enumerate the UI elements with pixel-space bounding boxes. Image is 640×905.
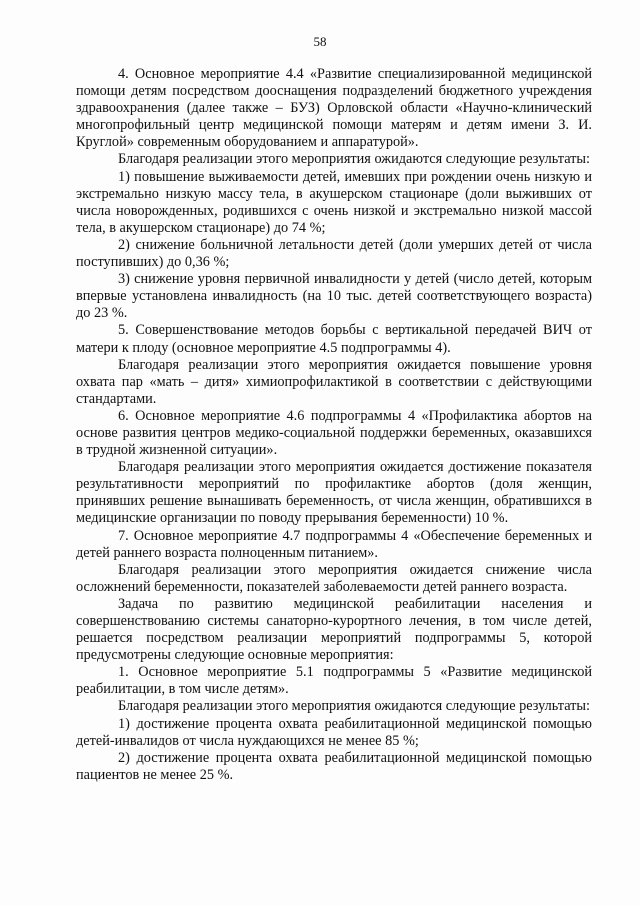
page-number: 58	[313, 34, 327, 49]
paragraph: Задача по развитию медицинской реабилитации населения и совершенствованию системы санаторно-курортного лечения, в том числе детей, решается посредством реализации мероприятий подпрограммы 5, которой предусмотрены следующие основные мероприятия:	[76, 595, 592, 664]
paragraph: 1) повышение выживаемости детей, имевших при рождении очень низкую и экстремально низкую массу тела, в акушерском стационаре (доли выживших от числа новорожденных, родившихся с очень низкой и экстремально низкой массой тела, в акушерском стационаре) до 74 %;	[76, 168, 592, 236]
paragraph: 6. Основное мероприятие 4.6 подпрограммы 4 «Профилактика абортов на основе развития центров медико-социальной поддержки беременных, оказавшихся в трудной жизненной ситуации».	[76, 407, 592, 459]
paragraph: 1) достижение процента охвата реабилитационной медицинской помощью детей-инвалидов от числа нуждающихся не менее 85 %;	[76, 715, 592, 749]
paragraph: 2) снижение больничной летальности детей (доли умерших детей от числа поступивших) до 0,36 %;	[76, 236, 592, 271]
document-body	[76, 66, 592, 784]
paragraph: Благодаря реализации этого мероприятия ожидается повышение уровня охвата пар «мать – дитя» химиопрофилактикой в соответствии с действующими стандартами.	[76, 356, 592, 407]
paragraph: 4. Основное мероприятие 4.4 «Развитие специализированной медицинской помощи детям посредством дооснащения подразделений бюджетного учреждения здравоохранения (далее также – БУЗ) Орловской области «Научно-клинический многопрофильный центр медицинской помощи матерям и детям имени З. И. Круглой» современным оборудованием и аппаратурой».	[76, 66, 592, 151]
paragraph: Благодаря реализации этого мероприятия ожидается достижение показателя результативности мероприятий по профилактике абортов (доля женщин, принявших решение вынашивать беременность, от числа женщин, обратившихся в медицинские организации по поводу прерывания беременности) 10 %.	[76, 459, 592, 527]
paragraph: 7. Основное мероприятие 4.7 подпрограммы 4 «Обеспечение беременных и детей раннего возраста полноценным питанием».	[76, 527, 592, 561]
paragraph: 1. Основное мероприятие 5.1 подпрограммы 5 «Развитие медицинской реабилитации, в том числе детям».	[76, 664, 592, 698]
paragraph: 2) достижение процента охвата реабилитационной медицинской помощью пациентов не менее 25 %.	[76, 749, 592, 783]
paragraph: Благодаря реализации этого мероприятия ожидается снижение числа осложнений беременности, показателей заболеваемости детей раннего возраста.	[76, 561, 592, 595]
paragraph: 5. Совершенствование методов борьбы с вертикальной передачей ВИЧ от матери к плоду (основное мероприятие 4.5 подпрограммы 4).	[76, 322, 592, 356]
paragraph: Благодаря реализации этого мероприятия ожидаются следующие результаты:	[118, 698, 590, 715]
paragraph: Благодаря реализации этого мероприятия ожидаются следующие результаты:	[118, 151, 590, 168]
paragraph: 3) снижение уровня первичной инвалидности у детей (число детей, которым впервые установлена инвалидность (на 10 тыс. детей соответствующего возраста) до 23 %.	[76, 271, 592, 322]
